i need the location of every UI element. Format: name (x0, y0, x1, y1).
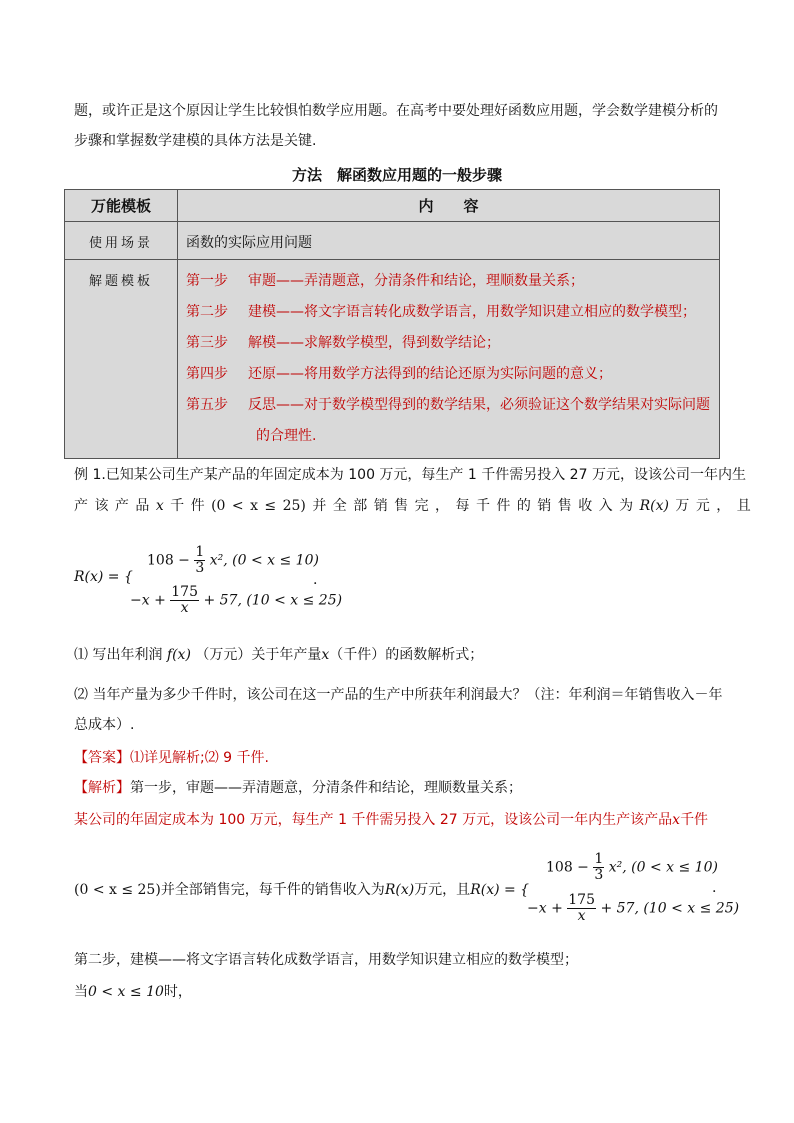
answer-label: 【答案】 (74, 750, 130, 766)
intro-line-1: 题，或许正是这个原因让学生比较惧怕数学应用题。在高考中要处理好函数应用题，学会数学建模分析的 (74, 103, 718, 119)
example-line-2-b: 千 件 (170, 498, 205, 514)
piecewise-2-dot: . (712, 880, 717, 896)
step-3 (186, 328, 719, 359)
intro-line-2: 步骤和掌握数学建模的具体方法是关键. (74, 133, 317, 149)
header-template: 万能模板 (65, 190, 178, 222)
step-1-text: 审题——弄清题意，分清条件和结论，理顺数量关系； (248, 273, 584, 289)
step-4-text: 还原——将用数学方法得到的结论还原为实际问题的意义； (248, 366, 612, 382)
step-1 (186, 266, 719, 297)
question-2-line-1: ⑵ 当年产量为多少千件时，该公司在这一产品的生产中所获年利润最大？（注：年利润＝年销售收入－年 (74, 687, 723, 703)
step-5-continued: 的合理性. (256, 428, 317, 444)
analysis-when: 当0 < x ≤ 10时， (74, 984, 192, 1000)
table-row-scene (65, 222, 720, 260)
step-2-num: 第二步 (186, 304, 228, 320)
var-x: x (155, 498, 164, 514)
step-5-num: 第五步 (186, 397, 228, 413)
step-3-text: 解模——求解数学模型，得到数学结论； (248, 335, 500, 351)
analysis-line-2: 某公司的年固定成本为 100 万元，每生产 1 千件需另投入 27 万元，设该公司一年内生产该产品x千件 (74, 812, 709, 828)
example-line-2-d: 万 元 ， 且 (675, 498, 751, 514)
analysis-line-3: (0 < x ≤ 25)并全部销售完，每千件的销售收入为R(x)万元，且R(x) = { (74, 882, 530, 898)
scene-label: 使用场景 (65, 222, 178, 260)
template-table (64, 189, 720, 459)
analysis-step-2: 第二步，建模——将文字语言转化成数学语言，用数学知识建立相应的数学模型； (74, 952, 578, 968)
question-1: ⑴ 写出年利润 f(x) （万元）关于年产量x（千件）的函数解析式； (74, 647, 484, 663)
answer-line (74, 748, 724, 768)
table-row-steps (65, 260, 720, 459)
step-5 (186, 390, 719, 421)
piecewise-1-dot: . (313, 572, 318, 588)
step-3-num: 第三步 (186, 335, 228, 351)
steps-content (178, 260, 720, 459)
question-2-line-2: 总成本）. (74, 717, 135, 733)
scene-value: 函数的实际应用问题 (178, 222, 720, 260)
func-fx: f(x) (166, 647, 191, 663)
step-5-text: 反思——对于数学模型得到的数学结果，必须验证这个数学结果对实际问题 (248, 397, 710, 413)
step-2-text: 建模——将文字语言转化成数学语言，用数学知识建立相应的数学模型； (248, 304, 696, 320)
piecewise-1-lhs: R(x) = { (74, 569, 133, 585)
table-header-row (65, 190, 720, 222)
header-content: 内 容 (178, 190, 720, 222)
answer-text: ⑴详见解析;⑵ 9 千件. (130, 750, 269, 766)
piecewise-2-case-1: 108 − $\frac{1}{3}$ x², (0 < x ≤ 10) (546, 851, 718, 883)
steps-label: 解题模板 (65, 260, 178, 459)
analysis-step-1: 【解析】第一步，审题——弄清题意，分清条件和结论，理顺数量关系； (74, 780, 522, 796)
step-4 (186, 359, 719, 390)
piecewise-2-case-2: −x + $\frac{175}{x}$ + 57, (10 < x ≤ 25) (527, 892, 740, 924)
example-line-2 (74, 496, 751, 516)
range-0-25: (0 < x ≤ 25) (211, 498, 306, 514)
example-line-2-a: 产 该 产 品 (74, 498, 150, 514)
piecewise-1-case-2: −x + $\frac{175}{x}$ + 57, (10 < x ≤ 25) (130, 584, 343, 616)
piecewise-1-case-1: 108 − $\frac{1}{3}$ x², (0 < x ≤ 10) (147, 544, 319, 576)
step-1-num: 第一步 (186, 273, 228, 289)
analysis-label: 【解析】 (74, 780, 130, 796)
step-2 (186, 297, 719, 328)
func-Rx: R(x) (639, 498, 669, 514)
step-4-num: 第四步 (186, 366, 228, 382)
example-line-1: 例 1.已知某公司生产某产品的年固定成本为 100 万元，每生产 1 千件需另投入 27 万元，设该公司一年内生 (74, 467, 746, 483)
example-line-2-c: 并 全 部 销 售 完 ， 每 千 件 的 销 售 收 入 为 (312, 498, 634, 514)
method-title: 方法 解函数应用题的一般步骤 (291, 166, 502, 184)
